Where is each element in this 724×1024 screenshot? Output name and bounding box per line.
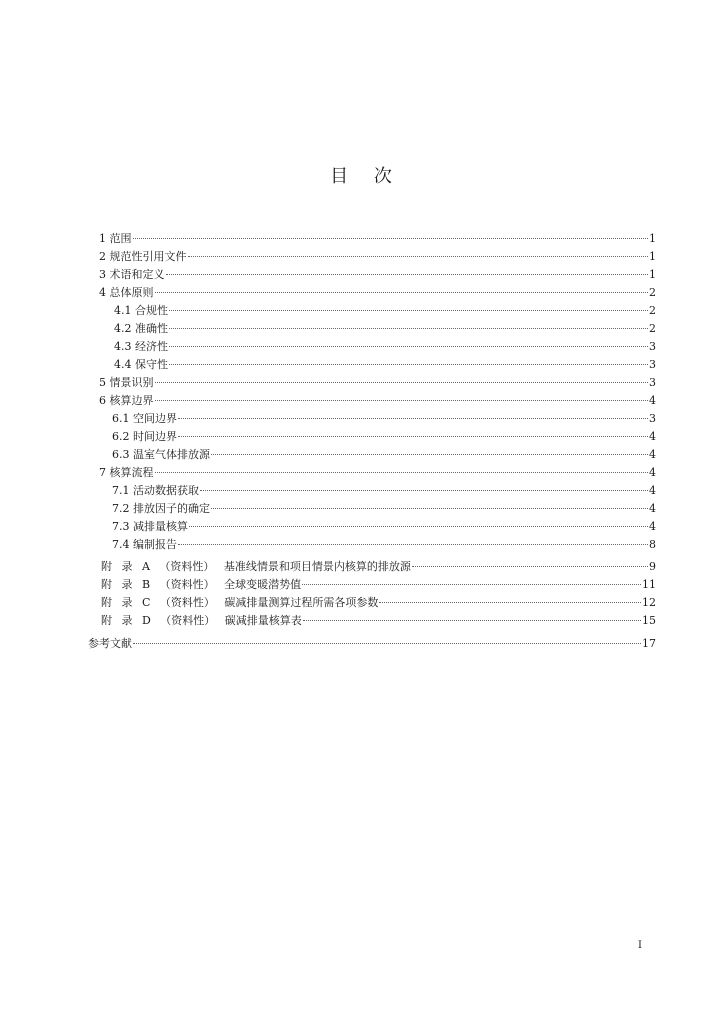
toc-entry[interactable] xyxy=(112,446,656,464)
toc-entry-page: 4 xyxy=(649,502,656,515)
toc-entry-page: 2 xyxy=(649,322,656,335)
toc-entry[interactable] xyxy=(99,230,656,248)
toc-leader-dots xyxy=(178,418,648,419)
toc-leader-dots xyxy=(178,544,648,545)
toc-leader-dots xyxy=(178,436,648,437)
toc-entry-label: 7 核算流程 xyxy=(99,466,154,479)
toc-entry-appendix[interactable] xyxy=(101,612,656,630)
toc-leader-dots xyxy=(379,602,641,603)
toc-entry-label: 1 范围 xyxy=(99,232,132,245)
toc-entry-label: 4.2 准确性 xyxy=(114,322,168,335)
toc-leader-dots xyxy=(303,620,641,621)
toc-entry-label: 4.1 合规性 xyxy=(114,304,168,317)
toc-entry[interactable] xyxy=(99,266,656,284)
toc-entry-label: 4 总体原则 xyxy=(99,286,154,299)
toc-entry-page: 4 xyxy=(649,466,656,479)
toc-entry-label: 7.3 减排量核算 xyxy=(112,520,188,533)
toc-entry[interactable] xyxy=(112,536,656,554)
toc-leader-dots xyxy=(211,508,648,509)
toc-entry-label: 参考文献 xyxy=(88,637,132,650)
toc-entry-label: 6.2 时间边界 xyxy=(112,430,177,443)
toc-entry[interactable] xyxy=(112,410,656,428)
toc-entry-page: 12 xyxy=(642,596,656,609)
toc-entry[interactable] xyxy=(112,482,656,500)
toc-entry-page: 17 xyxy=(642,637,656,650)
toc-leader-dots xyxy=(166,274,649,275)
toc-leader-dots xyxy=(412,566,648,567)
toc-leader-dots xyxy=(169,310,648,311)
toc-entry-label: 7.2 排放因子的确定 xyxy=(112,502,210,515)
toc-leader-dots xyxy=(133,238,649,239)
toc-entry-label: 4.4 保守性 xyxy=(114,358,168,371)
toc-entry[interactable] xyxy=(112,500,656,518)
toc-entry[interactable] xyxy=(114,338,656,356)
toc-leader-dots xyxy=(155,292,649,293)
toc-entry-page: 2 xyxy=(649,286,656,299)
toc-title: 目 次 xyxy=(330,166,394,187)
toc-entry-page: 3 xyxy=(649,340,656,353)
toc-entry-label: 7.1 活动数据获取 xyxy=(112,484,199,497)
toc-entry-label: 6 核算边界 xyxy=(99,394,154,407)
toc-entry[interactable] xyxy=(112,428,656,446)
toc-leader-dots xyxy=(155,472,649,473)
toc-leader-dots xyxy=(189,526,648,527)
toc-entry-page: 3 xyxy=(649,412,656,425)
toc-entry-label: 2 规范性引用文件 xyxy=(99,250,187,263)
toc-entry-label: 4.3 经济性 xyxy=(114,340,168,353)
toc-entry-page: 1 xyxy=(649,232,656,245)
toc-leader-dots xyxy=(211,454,648,455)
toc-leader-dots xyxy=(169,328,648,329)
toc-entry-page: 2 xyxy=(649,304,656,317)
toc-leader-dots xyxy=(155,400,649,401)
toc-entry-label: 附 录 A （资料性） 基准线情景和项目情景内核算的排放源 xyxy=(101,560,411,573)
page-number-footer: I xyxy=(638,940,642,951)
toc-entry-label: 5 情景识别 xyxy=(99,376,154,389)
toc-entry-page: 4 xyxy=(649,448,656,461)
toc-entry-label: 附 录 B （资料性） 全球变暖潜势值 xyxy=(101,578,302,591)
toc-leader-dots xyxy=(188,256,649,257)
toc-entry-page: 3 xyxy=(649,358,656,371)
toc-entry-label: 附 录 D （资料性） 碳减排量核算表 xyxy=(101,614,302,627)
toc-entry[interactable] xyxy=(99,392,656,410)
toc-entry-page: 4 xyxy=(649,430,656,443)
toc-entry[interactable] xyxy=(99,248,656,266)
toc-leader-dots xyxy=(133,643,641,644)
toc-entry-label: 6.1 空间边界 xyxy=(112,412,177,425)
toc-entry[interactable] xyxy=(99,374,656,392)
toc-leader-dots xyxy=(302,584,641,585)
toc-entry-page: 1 xyxy=(649,268,656,281)
toc-entry-page: 11 xyxy=(642,578,656,591)
toc-entry[interactable] xyxy=(114,302,656,320)
toc-entry-label: 7.4 编制报告 xyxy=(112,538,177,551)
toc-entry-appendix[interactable] xyxy=(101,594,656,612)
toc-entry-label: 3 术语和定义 xyxy=(99,268,165,281)
toc-leader-dots xyxy=(169,364,648,365)
toc-entry-page: 3 xyxy=(649,376,656,389)
toc-entry[interactable] xyxy=(99,284,656,302)
toc-entry-appendix[interactable] xyxy=(101,558,656,576)
toc-entry-label: 附 录 C （资料性） 碳减排量测算过程所需各项参数 xyxy=(101,596,379,609)
toc-entry[interactable] xyxy=(99,464,656,482)
toc-entry[interactable] xyxy=(114,356,656,374)
toc-leader-dots xyxy=(155,382,649,383)
toc-entry-page: 15 xyxy=(642,614,656,627)
toc-entry-references[interactable] xyxy=(88,635,656,653)
toc-entry-label: 6.3 温室气体排放源 xyxy=(112,448,210,461)
toc-leader-dots xyxy=(169,346,648,347)
toc-entry-page: 4 xyxy=(649,394,656,407)
toc-entry-page: 1 xyxy=(649,250,656,263)
toc-entry[interactable] xyxy=(114,320,656,338)
toc-entry-page: 8 xyxy=(649,538,656,551)
toc-entry-page: 4 xyxy=(649,520,656,533)
toc-leader-dots xyxy=(200,490,648,491)
toc-entry[interactable] xyxy=(112,518,656,536)
toc-entry-appendix[interactable] xyxy=(101,576,656,594)
toc-entry-page: 9 xyxy=(649,560,656,573)
toc-entry-page: 4 xyxy=(649,484,656,497)
